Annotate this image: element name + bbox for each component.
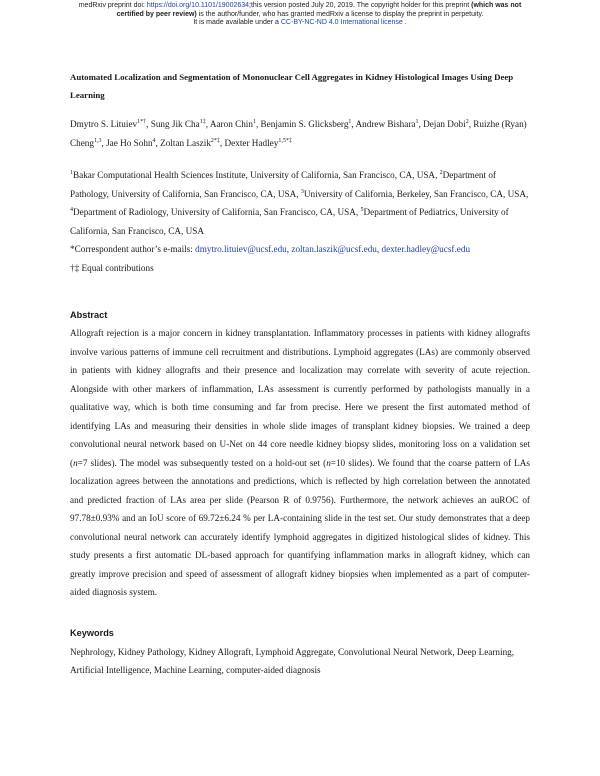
author-name: Andrew Bishara [355,119,416,129]
author-name: Dmytro S. Lituiev [70,119,138,129]
author-affiliation-mark: 1 [415,118,419,125]
author-affiliation-mark: 1 [252,118,256,125]
header-line-3: It is made available under a CC-BY-NC-ND 4.0 International license . [193,19,407,27]
abstract-heading: Abstract [70,310,108,320]
affiliation-number: 1 [70,169,73,176]
license-link[interactable]: CC-BY-NC-ND 4.0 International license [280,19,403,27]
author-name: Dejan Dobi [423,119,466,129]
affiliation-text: Department of Pediatrics, University of California, San Francisco, CA, USA [70,207,509,236]
keywords-heading: Keywords [70,627,114,638]
author-name: Benjamin S. Glicksberg [260,119,349,129]
doi-link[interactable]: https://doi.org/10.1101/19002634 [146,2,250,9]
author-name: Dexter Hadley [224,137,279,148]
author-name: Jae Ho Sohn [106,137,153,148]
affiliation-list [70,166,530,240]
author-affiliation-mark: 2 [465,118,469,125]
keywords-text: Nephrology, Kidney Pathology, Kidney Allograft, Lymphoid Aggregate, Convolutional Neural Network, Deep Learning, Artificial Intelligence, Machine Learning, computer-aided diagnosis [70,646,515,675]
affiliation-text: Department of Radiology, University of California, San Francisco, CA, USA, [73,207,361,217]
header-line-1: medRxiv preprint doi: https://doi.org/10.1101/19002634;this version posted July 20, 2019. The copyright holder for this preprint (which was not [78,2,522,9]
email-link[interactable]: dexter.hadley@ucsf.edu [381,244,471,254]
affiliation-text: University of California, Berkeley, San Francisco, CA, USA, [303,188,529,199]
paper-title: Automated Localization and Segmentation of Mononuclear Cell Aggregates in Kidney Histological Images Using Deep Learning [70,72,514,100]
affiliation-text: Bakar Computational Health Sciences Institute, University of California, San Francisco, CA, USA, [73,170,440,180]
author-name: Sung Jik Cha [150,119,200,129]
author-affiliation-mark: 1 [348,118,352,125]
author-affiliation-mark: 4 [152,137,156,144]
author-affiliation-mark: 1,5*‡ [278,137,292,144]
affiliations-block [70,166,530,277]
header-line-2: certified by peer review) is the author/funder, who has granted medRxiv a license to display the preprint in perpetuity. [116,10,484,18]
author-affiliation-mark: 1*† [137,118,147,125]
author-name: Zoltan Laszik [160,137,211,148]
author-name: Ruizhe (Ryan) Cheng [70,119,527,148]
author-list: Dmytro S. Lituiev$^{1*\dagger}$, Sung Jik Cha$^{1\ddagger}$, Aaron Chin$^1$, Benjamin S. Glicksberg$^1$, Andrew Bishara$^1$, Dejan Dobi$^2$, Ruizhe (Ryan) Cheng$^{1,3}$, Jae Ho Sohn$^4$, Zoltan Laszik$^{2*\ddagger}$, Dexter Hadley$^{1,5*\ddagger}$ [70,118,527,148]
email-link[interactable]: dmytro.lituiev@ucsf.edu [195,244,287,254]
equal-contributions-note: †‡ Equal contributions [70,262,154,273]
author-affiliation-mark: 1,3 [94,137,102,144]
preprint-header [20,2,580,28]
author-affiliation-mark: 1‡ [199,118,206,125]
correspondence: *Correspondent author’s e-mails: dmytro.lituiev@ucsf.edu, zoltan.laszik@ucsf.edu, dexter.hadley@ucsf.edu [70,244,471,254]
paper-page [70,68,530,680]
affiliation-number: 3 [300,188,304,195]
abstract-text: Allograft rejection is a major concern in kidney transplantation. Inflammatory processes in patients with kidney allografts involve various patterns of immune cell recruitment and distributions. Lymphoid aggregates (LAs) are commonly observed in patients with kidney allografts and their presence and localization may correlate with severity of acute rejection. Alongside with other markers of inflammation, LAs assessment is currently performed by pathologists manually in a qualitative way, which is both time consuming and far from precise. Here we present the first automated method of identifying LAs and measuring their densities in whole slide images of transplant kidney biopsies. We trained a deep convolutional neural network based on U-Net on 44 core needle kidney biopsy slides, monitoring loss on a validation set (n=7 slides). The model was subsequently tested on a hold-out set (n=10 slides). We found that the coarse pattern of LAs localization agrees between the annotations and predictions, which is reflected by high correlation between the annotated and predicted fraction of LAs area per slide (Pearson R of 0.9756). Furthermore, the network achieves an auROC of 97.78±0.93% and an IoU score of 69.72±6.24 % per LA-containing slide in the test set. Our study demonstrates that a deep convolutional neural network can accurately identify lymphoid aggregates in digitized histological slides of kidney. This study presents a first automatic DL-based approach for quantifying inflammation marks in allograft kidney, which can greatly improve precision and speed of assessment of allograft kidney biopsies when implemented as a part of computer-aided diagnosis system. [70,328,530,597]
author-name: Aaron Chin [209,119,253,129]
affiliation-number: 4 [70,206,73,213]
author-affiliation-mark: 2*‡ [210,137,220,144]
affiliation-number: 5 [360,206,364,213]
affiliation-number: 2 [439,169,443,176]
email-link[interactable]: zoltan.laszik@ucsf.edu [291,244,377,254]
affiliation-text: Department of Pathology, University of California, San Francisco, CA, USA, [70,170,496,199]
